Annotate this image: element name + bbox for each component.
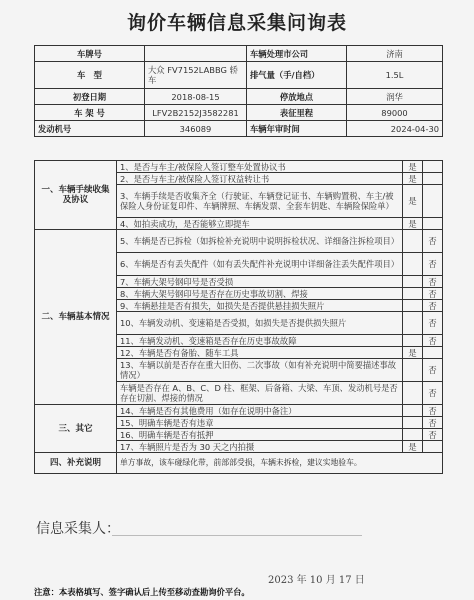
item-text: 1、是否与车主/被保险人签订整车处置协议书	[117, 161, 403, 173]
inspection-label: 车辆年审时间	[247, 121, 347, 137]
table-row	[35, 62, 443, 89]
form-title: 询价车辆信息采集问询表	[126, 12, 347, 34]
item-text: 8、车辆大架号钢印号是否存在历史事故切割、焊接	[117, 288, 403, 300]
item-no: 否	[423, 230, 443, 253]
item-text: 13、车辆以前是否存在重大旧伤、二次事故（如有补充说明中简要描述事故情况）	[117, 359, 403, 382]
engine-label: 发动机号	[35, 121, 145, 137]
signature-line	[112, 535, 362, 536]
item-text: 4、如拍卖成功，是否能够立即提车	[117, 218, 403, 230]
table-row	[35, 161, 443, 173]
item-yes: 是	[403, 347, 423, 359]
checklist-table	[34, 160, 443, 474]
item-text: 14、车辆是否有其他费用（如存在说明中备注）	[117, 405, 403, 417]
item-yes: 是	[403, 161, 423, 173]
item-no: 否	[423, 417, 443, 429]
item-text: 7、车辆大架号钢印号是否受损	[117, 276, 403, 288]
item-yes: 是	[403, 441, 423, 453]
item-text: 11、车辆发动机、变速箱是否存在历史事故故障	[117, 335, 403, 347]
item-no: 否	[423, 300, 443, 312]
supplement-label: 四、补充说明	[35, 453, 117, 474]
item-text: 2、是否与车主/被保险人签订权益转让书	[117, 173, 403, 185]
table-row	[35, 230, 443, 253]
item-text: 15、明确车辆是否有违章	[117, 417, 403, 429]
item-yes	[403, 429, 423, 441]
footer-note: 注意：本表格填写、签字确认后上传至移动查勘询价平台。	[34, 587, 250, 597]
table-row	[35, 89, 443, 105]
table-row	[35, 105, 443, 121]
item-yes: 是	[403, 185, 423, 218]
plate-label: 车牌号	[35, 46, 145, 62]
item-text: 3、车辆手续是否收集齐全（行驶证、车辆登记证书、车辆购置税、车主/被保险人身份证复印件、车辆牌照、车辆发票、全套车钥匙、车辆险保险单）	[117, 185, 403, 218]
frame-label: 车 架 号	[35, 105, 145, 121]
section-label: 二、车辆基本情况	[35, 230, 117, 405]
location-value: 润华	[347, 89, 443, 105]
section-label: 三、其它	[35, 405, 117, 453]
table-row	[35, 46, 443, 62]
item-yes	[403, 382, 423, 405]
item-text: 10、车辆发动机、变速箱是否受损，如损失是否提供损失照片	[117, 312, 403, 335]
item-yes	[403, 300, 423, 312]
item-no: 否	[423, 429, 443, 441]
table-row	[35, 405, 443, 417]
reg-date-value: 2018-08-15	[145, 89, 247, 105]
item-yes	[403, 359, 423, 382]
mileage-label: 表征里程	[247, 105, 347, 121]
item-yes	[403, 230, 423, 253]
item-yes	[403, 253, 423, 276]
item-yes: 是	[403, 173, 423, 185]
model-label: 车 型	[35, 62, 145, 89]
item-yes	[403, 276, 423, 288]
table-row	[35, 121, 443, 137]
item-no	[423, 347, 443, 359]
item-no: 否	[423, 288, 443, 300]
inspection-value: 2024-04-30	[347, 121, 443, 137]
item-text: 车辆是否存在 A、B、C、D 柱、框架、后备箱、大梁、车顶、发动机号是否存在切割、焊接的情况	[117, 382, 403, 405]
table-row	[35, 453, 443, 474]
handler-label: 车辆处理市公司	[247, 46, 347, 62]
plate-value	[145, 46, 247, 62]
item-yes	[403, 288, 423, 300]
item-yes	[403, 417, 423, 429]
item-no: 否	[423, 382, 443, 405]
item-no	[423, 441, 443, 453]
vehicle-info-table	[34, 45, 443, 137]
item-no: 否	[423, 312, 443, 335]
item-no	[423, 185, 443, 218]
displacement-label: 排气量（手/自档）	[247, 62, 347, 89]
item-yes: 是	[403, 218, 423, 230]
handler-value: 济南	[347, 46, 443, 62]
item-text: 5、车辆是否已拆检（如拆检补充说明中说明拆检状况、详细备注拆检项目）	[117, 230, 403, 253]
reg-date-label: 初登日期	[35, 89, 145, 105]
item-text: 9、车辆悬挂是否有损失，如损失是否提供悬挂损失照片	[117, 300, 403, 312]
model-value: 大众 FV7152LABBG 轿车	[145, 62, 247, 89]
item-no	[423, 173, 443, 185]
item-no: 否	[423, 276, 443, 288]
item-yes	[403, 405, 423, 417]
item-text: 12、车辆是否有备胎、随车工具	[117, 347, 403, 359]
engine-value: 346089	[145, 121, 247, 137]
section-label: 一、车辆手续收集及协议	[35, 161, 117, 230]
item-text: 16、明确车辆是否有抵押	[117, 429, 403, 441]
item-no	[423, 161, 443, 173]
item-no: 否	[423, 335, 443, 347]
item-no: 否	[423, 405, 443, 417]
item-no: 否	[423, 253, 443, 276]
item-no: 否	[423, 359, 443, 382]
sign-date: 2023 年 10 月 17 日	[268, 575, 365, 584]
item-text: 6、车辆是否有丢失配件（如有丢失配件补充说明中详细备注丢失配件项目）	[117, 253, 403, 276]
item-no	[423, 218, 443, 230]
frame-value: LFV2B2152J3582281	[145, 105, 247, 121]
collector-label: 信息采集人：	[36, 521, 120, 537]
mileage-value: 89000	[347, 105, 443, 121]
item-yes	[403, 335, 423, 347]
displacement-value: 1.5L	[347, 62, 443, 89]
item-text: 17、车辆照片是否为 30 天之内拍摄	[117, 441, 403, 453]
location-label: 停放地点	[247, 89, 347, 105]
supplement-text: 单方事故，该车碰绿化带，前部部受损，车辆未拆检，建议实地验车。	[117, 453, 443, 474]
item-yes	[403, 312, 423, 335]
